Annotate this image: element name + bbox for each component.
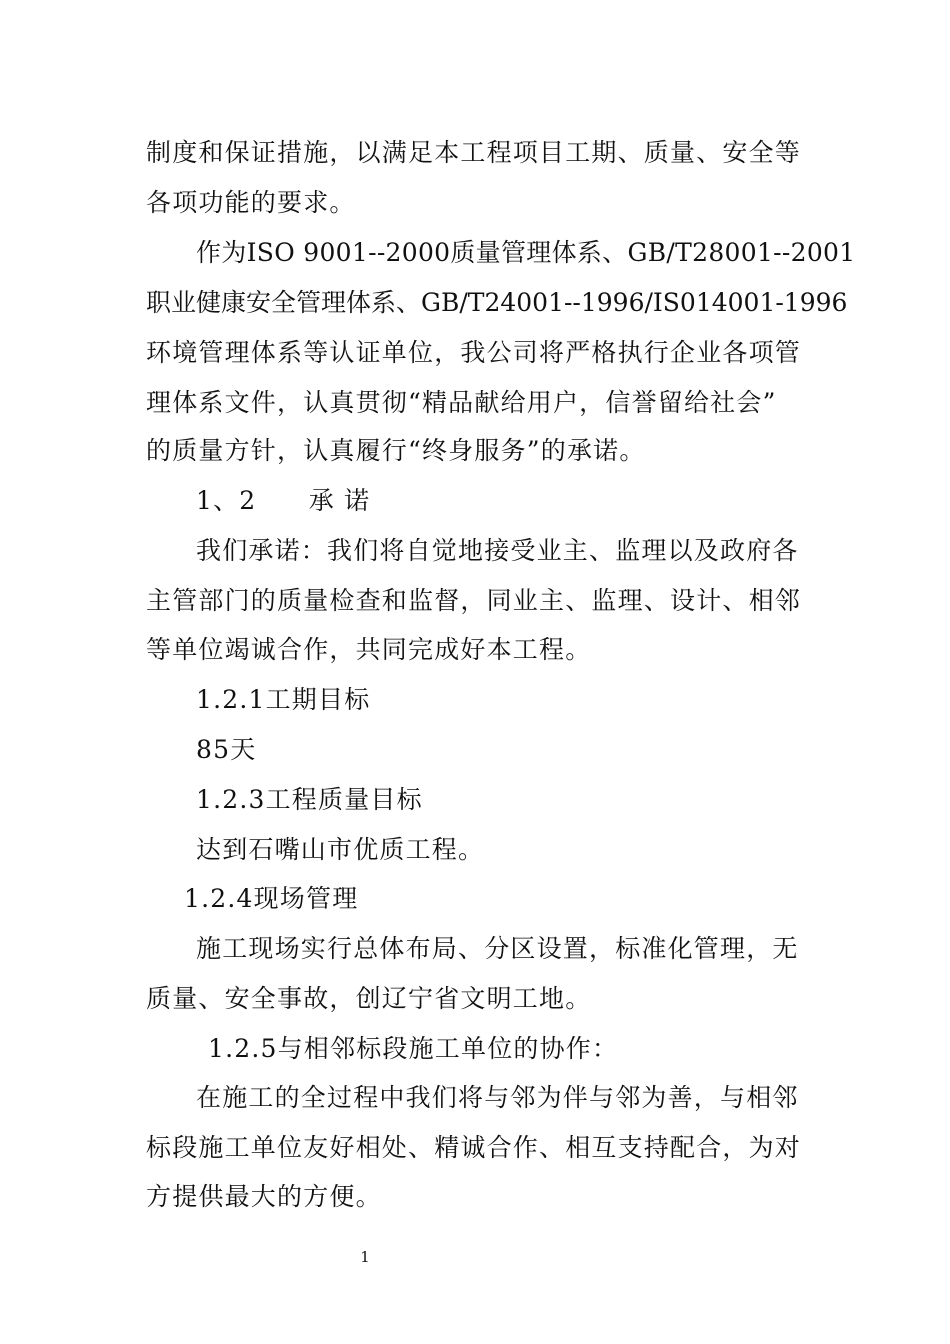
paragraph-line: 质量、安全事故，创辽宁省文明工地。 bbox=[146, 984, 592, 1013]
paragraph-line: 作为ISO 9001--2000质量管理体系、GB/T28001--2001 bbox=[196, 238, 856, 267]
paragraph-line: 制度和保证措施，以满足本工程项目工期、质量、安全等 bbox=[146, 138, 802, 167]
paragraph-line: 各项功能的要求。 bbox=[146, 188, 356, 217]
paragraph-line: 达到石嘴山市优质工程。 bbox=[196, 835, 485, 864]
subsection-heading: 1.2.1工期目标 bbox=[196, 685, 371, 714]
subsection-heading: 1.2.3工程质量目标 bbox=[196, 785, 423, 814]
paragraph-line: 职业健康安全管理体系、GB/T24001--1996/IS014001-1996 bbox=[146, 288, 848, 317]
section-heading: 1、2 承 诺 bbox=[196, 486, 371, 515]
paragraph-line: 方提供最大的方便。 bbox=[146, 1182, 382, 1211]
paragraph-line: 施工现场实行总体布局、分区设置，标准化管理，无 bbox=[196, 934, 799, 963]
paragraph-line: 85天 bbox=[196, 735, 257, 764]
subsection-heading: 1.2.4现场管理 bbox=[184, 884, 359, 913]
paragraph-line: 我们承诺：我们将自觉地接受业主、监理以及政府各 bbox=[196, 536, 799, 565]
paragraph-line: 环境管理体系等认证单位，我公司将严格执行企业各项管 bbox=[146, 338, 802, 367]
paragraph-line: 在施工的全过程中我们将与邻为伴与邻为善，与相邻 bbox=[196, 1083, 799, 1112]
paragraph-line: 理体系文件，认真贯彻“精品献给用户，信誉留给社会” bbox=[146, 388, 777, 417]
paragraph-line: 等单位竭诚合作，共同完成好本工程。 bbox=[146, 635, 592, 664]
page-number: 1 bbox=[360, 1248, 370, 1266]
paragraph-line: 的质量方针，认真履行“终身服务”的承诺。 bbox=[146, 436, 646, 465]
subsection-heading: 1.2.5与相邻标段施工单位的协作： bbox=[208, 1034, 619, 1063]
paragraph-line: 主管部门的质量检查和监督，同业主、监理、设计、相邻 bbox=[146, 586, 802, 615]
paragraph-line: 标段施工单位友好相处、精诚合作、相互支持配合，为对 bbox=[146, 1133, 802, 1162]
